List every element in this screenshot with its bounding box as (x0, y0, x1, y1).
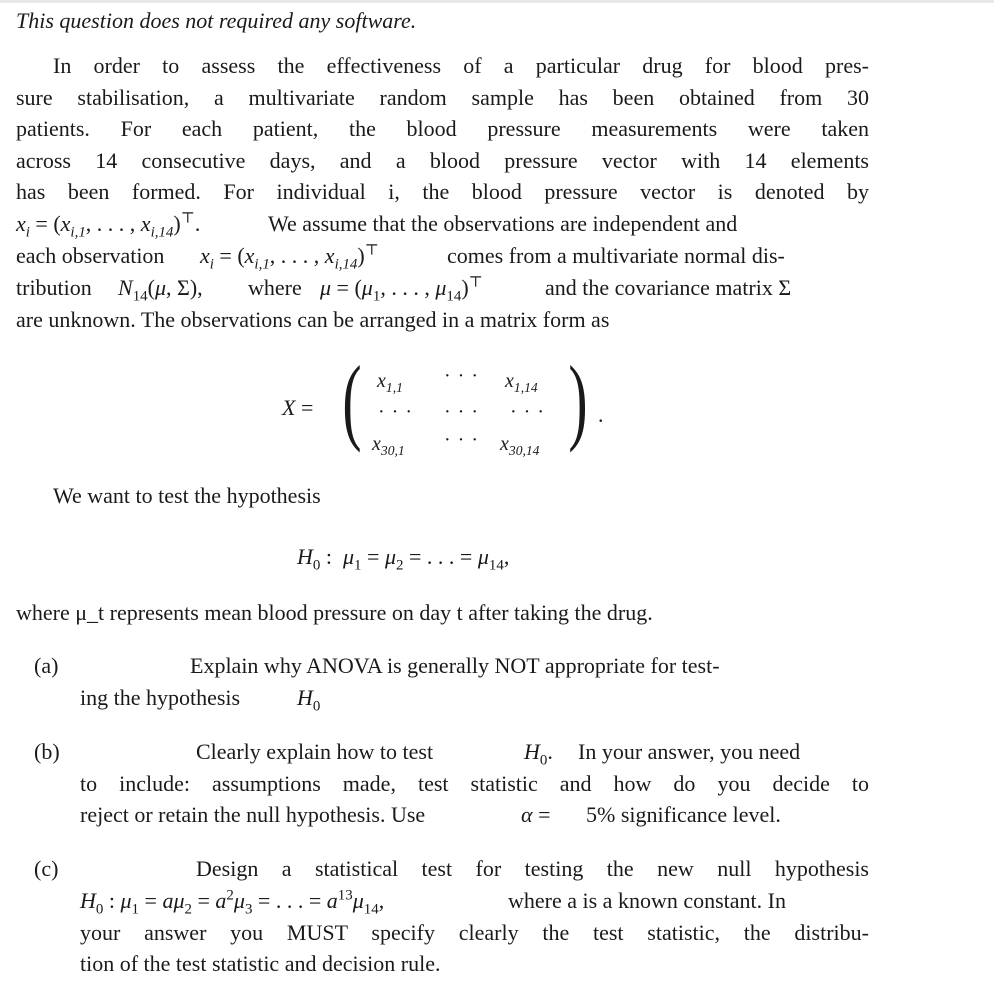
part-c-label: (c) (34, 856, 59, 881)
intro-line-3: patients. For each patient, the blood pressure measurements were taken (16, 116, 869, 141)
null-hypothesis: $H_0$ : $\mu_1 = \mu_2$ = . . . = $\mu_{14}$, (297, 544, 510, 574)
matrix-dots: · · · (444, 429, 479, 451)
intro-line-7-formula: $x_i = (x_{i,1}$, . . . , $x_{i,14})^⊤$ (200, 242, 379, 273)
matrix-cell: $x_{1,14}$ (505, 370, 538, 395)
part-c-line-2b: where a is a known constant. In (508, 888, 786, 913)
part-a-line-2: ing the hypothesis (80, 685, 241, 710)
matrix-dots: · · · (444, 365, 479, 387)
left-paren: ( (342, 346, 362, 453)
part-a-line-1: Explain why ANOVA is generally NOT appropriate for test- (190, 653, 720, 678)
intro-line-8a: tribution (16, 275, 92, 300)
intro-line-2: sure stabilisation, a multivariate random sample has been obtained from 30 (16, 85, 869, 110)
hypothesis-intro: We want to test the hypothesis (53, 483, 321, 508)
intro-line-7b: comes from a multivariate normal dis- (447, 243, 785, 268)
matrix-dots: · · · (444, 401, 479, 423)
matrix-cell: $x_{30,14}$ (500, 433, 540, 458)
part-b-line-2: to include: assumptions made, test statistic and how do you decide to (80, 771, 869, 796)
intro-line-8-dist: $N_{14}(\mu$, Σ), (118, 275, 203, 305)
part-b-label: (b) (34, 739, 60, 764)
intro-line-8-mu: $\mu = (\mu_1$, . . . , $\mu_{14})^⊤$ (320, 274, 483, 305)
part-c-line-4: tion of the test statistic and decision rule. (80, 951, 441, 976)
top-border (0, 0, 994, 3)
part-b-line-1b: In your answer, you need (578, 739, 801, 764)
part-c-line-3: your answer you MUST specify clearly the test statistic, the distribu- (80, 920, 869, 945)
right-paren: ) (568, 346, 588, 453)
part-b-line-1a: Clearly explain how to test (196, 739, 434, 764)
matrix-label: X = (282, 395, 314, 420)
part-a-label: (a) (34, 653, 59, 678)
intro-line-6-formula: $x_i = (x_{i,1}$, . . . , $x_{i,14})^⊤$. (16, 210, 201, 241)
software-note: This question does not required any software. (16, 8, 417, 33)
intro-line-6-text: We assume that the observations are independent and (268, 211, 738, 236)
matrix-dots: · · · (378, 401, 413, 423)
intro-line-8c: and the covariance matrix Σ (545, 275, 792, 300)
part-b-line-3b: 5% significance level. (586, 802, 781, 827)
intro-line-4: across 14 consecutive days, and a blood pressure vector with 14 elements (16, 148, 869, 173)
matrix-cell: $x_{1,1}$ (377, 370, 403, 395)
part-a-h0: $H_0$ (297, 685, 321, 715)
part-c-line-1: Design a statistical test for testing the new null hypothesis (196, 856, 869, 881)
part-b-line-3a: reject or retain the null hypothesis. Use (80, 802, 426, 827)
part-b-h0: $H_0$. (524, 739, 553, 769)
intro-line-9: are unknown. The observations can be arranged in a matrix form as (16, 307, 610, 332)
matrix-cell: $x_{30,1}$ (372, 433, 405, 458)
part-b-alpha: α = (521, 802, 551, 827)
intro-line-1: In order to assess the effectiveness of a particular drug for blood pres- (53, 53, 869, 78)
intro-line-5: has been formed. For individual i, the blood pressure vector is denoted by (16, 179, 869, 204)
part-c-hypothesis: $H_0$ : $\mu_1 = a\mu_2 = a^2\mu_3$ = . . . = $a^{13}\mu_{14}$, (80, 887, 385, 918)
matrix-period: . (598, 402, 604, 427)
intro-line-8b: where (248, 275, 302, 300)
intro-line-7a: each observation (16, 243, 165, 268)
matrix-dots: · · · (510, 401, 545, 423)
where-line: where μ_t represents mean blood pressure on day t after taking the drug. (16, 600, 653, 625)
